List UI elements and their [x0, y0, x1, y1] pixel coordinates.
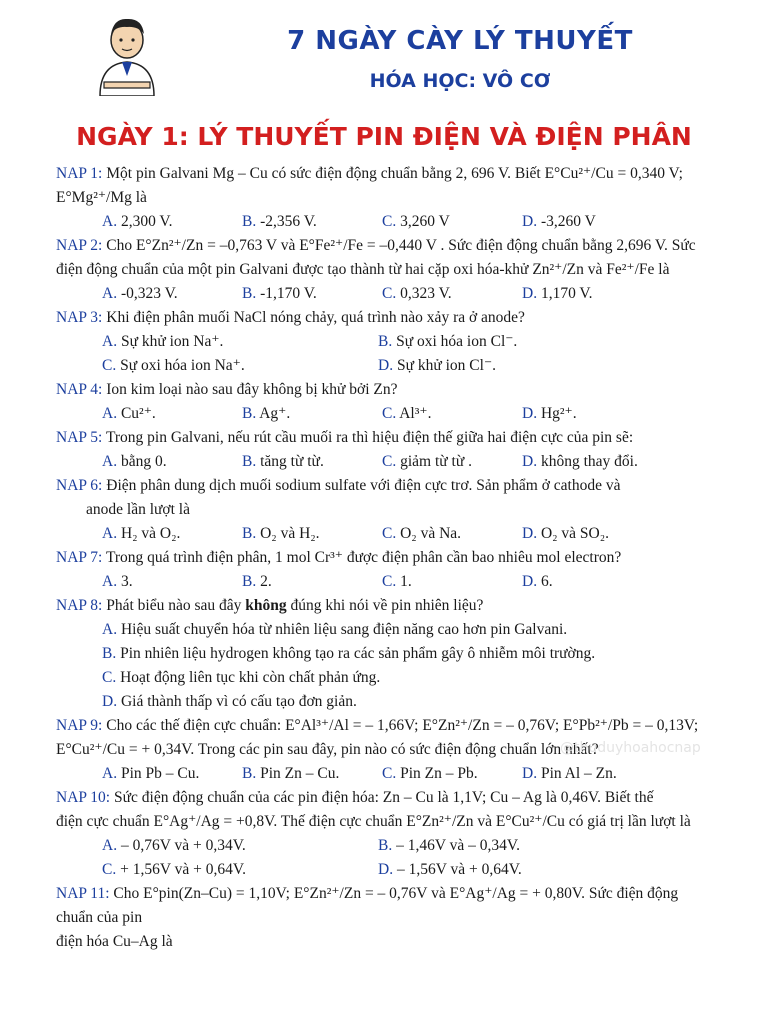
question-continuation: điện hóa Cu–Ag là: [56, 933, 173, 950]
answer-option[interactable]: [242, 402, 382, 426]
question-item: [56, 426, 716, 474]
answer-options: [56, 282, 716, 306]
question-text: [56, 162, 716, 186]
answer-option[interactable]: [382, 570, 522, 594]
question-stem: Cho các thế điện cực chuẩn: E°Al³⁺/Al = – 1,66V; E°Zn²⁺/Zn = – 0,76V; E°Pb²⁺/Pb = – 0,13V;: [106, 717, 699, 734]
answer-key: D.: [102, 693, 121, 710]
page-header: [0, 0, 768, 110]
answer-option[interactable]: [102, 450, 242, 474]
answer-text: + 1,56V và + 0,64V.: [120, 861, 246, 878]
answer-text: O₂ và SO₂.: [540, 525, 610, 542]
answer-key: B.: [242, 525, 261, 542]
answer-option[interactable]: [102, 522, 242, 546]
answer-key: B.: [242, 453, 261, 470]
answer-key: A.: [102, 621, 121, 638]
answer-option[interactable]: [242, 522, 382, 546]
answer-text: không thay đổi.: [540, 453, 638, 470]
question-stem: Trong quá trình điện phân, 1 mol Cr³⁺ được điện phân cần bao nhiêu mol electron?: [105, 549, 622, 566]
answer-options: [56, 402, 716, 426]
answer-option[interactable]: [382, 450, 522, 474]
answer-option[interactable]: [522, 282, 662, 306]
answer-option[interactable]: [102, 282, 242, 306]
answer-text: Cu²⁺.: [120, 405, 156, 422]
answer-key: C.: [382, 765, 401, 782]
answer-key: A.: [102, 765, 121, 782]
question-stem: Cho E°pin(Zn–Cu) = 1,10V; E°Zn²⁺/Zn = – 0,76V và E°Ag⁺/Ag = + 0,80V. Sức điện động chuẩn của pin: [56, 885, 679, 926]
answer-option[interactable]: [382, 762, 522, 786]
question-continuation: điện động chuẩn của một pin Galvani được tạo thành từ hai cặp oxi hóa-khử Zn²⁺/Zn và Fe²⁺/Fe là: [56, 261, 670, 278]
question-continuation: điện cực chuẩn E°Ag⁺/Ag = +0,8V. Thế điện cực chuẩn E°Zn²⁺/Zn và E°Cu²⁺/Cu có giá trị lần lượt là: [56, 813, 691, 830]
answer-text: tăng từ từ.: [260, 453, 324, 470]
question-stem: Điện phân dung dịch muối sodium sulfate với điện cực trơ. Sản phẩm ở cathode và: [106, 477, 621, 494]
answer-text: Pin nhiên liệu hydrogen không tạo ra các sản phẩm gây ô nhiễm môi trường.: [120, 645, 596, 662]
answer-key: D.: [522, 765, 541, 782]
answer-options: [56, 570, 716, 594]
question-text: [56, 426, 716, 450]
question-text: [56, 714, 716, 738]
answer-key: A.: [102, 837, 121, 854]
question-stem: Cho E°Zn²⁺/Zn = –0,763 V và E°Fe²⁺/Fe = –0,440 V . Sức điện động chuẩn bằng 2,696 V. Sức: [106, 237, 696, 254]
answer-option[interactable]: [522, 210, 662, 234]
answer-text: -0,323 V.: [120, 285, 178, 302]
question-text: [56, 546, 716, 570]
answer-text: bằng 0.: [120, 453, 167, 470]
answer-option[interactable]: [378, 858, 654, 882]
answer-option[interactable]: [378, 330, 654, 354]
answer-option[interactable]: [242, 282, 382, 306]
answer-text: – 1,46V và – 0,34V.: [396, 837, 520, 854]
question-stem: Ion kim loại nào sau đây không bị khử bởi Zn?: [106, 381, 398, 398]
question-text: [56, 882, 716, 930]
answer-option[interactable]: [102, 570, 242, 594]
question-item: [56, 546, 716, 594]
answer-option[interactable]: [56, 690, 716, 714]
answer-option[interactable]: [56, 618, 716, 642]
answer-text: – 1,56V và + 0,64V.: [396, 861, 522, 878]
question-stem: Sức điện động chuẩn của các pin điện hóa: Zn – Cu là 1,1V; Cu – Ag là 0,46V. Biết thế: [114, 789, 654, 806]
answer-text: Sự oxi hóa ion Na⁺.: [120, 357, 245, 374]
answer-key: D.: [378, 861, 397, 878]
answer-key: D.: [522, 285, 541, 302]
question-item: [56, 882, 716, 954]
answer-key: B.: [242, 213, 261, 230]
answer-text: 6.: [540, 573, 553, 590]
question-list: [56, 162, 716, 954]
answer-key: A.: [102, 285, 121, 302]
answer-options: [56, 858, 716, 882]
answer-option[interactable]: [102, 858, 378, 882]
answer-option[interactable]: [242, 762, 382, 786]
answer-option[interactable]: [522, 450, 662, 474]
answer-option[interactable]: [378, 354, 654, 378]
question-text-part: đúng khi nói về pin nhiên liệu?: [286, 597, 484, 614]
question-label: NAP 9:: [56, 717, 107, 734]
answer-key: B.: [242, 573, 261, 590]
answer-key: A.: [102, 405, 121, 422]
answer-key: A.: [102, 333, 121, 350]
question-text: [56, 378, 716, 402]
answer-key: D.: [522, 525, 541, 542]
question-text: [56, 594, 716, 618]
answer-key: C.: [382, 573, 401, 590]
answer-option[interactable]: [102, 762, 242, 786]
question-label: NAP 1:: [56, 165, 107, 182]
answer-option[interactable]: [242, 450, 382, 474]
question-continuation: anode lần lượt là: [86, 501, 190, 518]
answer-key: C.: [382, 213, 401, 230]
answer-option[interactable]: [522, 402, 662, 426]
answer-key: B.: [378, 837, 397, 854]
answer-key: C.: [382, 405, 400, 422]
question-continuation: E°Mg²⁺/Mg là: [56, 189, 147, 206]
question-text: [56, 234, 716, 258]
question-label: NAP 3:: [56, 309, 107, 326]
answer-text: Giá thành thấp vì có cấu tạo đơn giản.: [120, 693, 357, 710]
answer-key: B.: [102, 645, 121, 662]
question-item: [56, 474, 716, 546]
answer-key: D.: [522, 405, 541, 422]
answer-option[interactable]: [522, 522, 662, 546]
question-text-emphasis: không: [245, 597, 287, 614]
answer-text: 1,170 V.: [540, 285, 593, 302]
answer-key: C.: [382, 453, 401, 470]
answer-option[interactable]: [242, 210, 382, 234]
question-continuation: E°Cu²⁺/Cu = + 0,34V. Trong các pin sau đây, pin nào có sức điện động chuẩn lớn nhất?: [56, 741, 599, 758]
answer-text: O₂ và H₂.: [260, 525, 320, 542]
answer-option[interactable]: [522, 570, 662, 594]
question-label: NAP 2:: [56, 237, 107, 254]
answer-key: C.: [382, 525, 401, 542]
question-text: [56, 474, 716, 498]
question-text: [56, 786, 716, 810]
answer-text: Sự oxi hóa ion Cl⁻.: [396, 333, 518, 350]
answer-key: D.: [378, 357, 397, 374]
question-stem: Khi điện phân muối NaCl nóng chảy, quá trình nào xảy ra ở anode?: [106, 309, 525, 326]
answer-text: Pin Al – Zn.: [540, 765, 617, 782]
teacher-avatar-icon: [86, 12, 168, 96]
answer-key: A.: [102, 525, 121, 542]
answer-options: [56, 450, 716, 474]
question-label: NAP 10:: [56, 789, 114, 806]
question-item: [56, 786, 716, 882]
answer-key: A.: [102, 213, 121, 230]
question-label: NAP 6:: [56, 477, 107, 494]
answer-option[interactable]: [382, 402, 522, 426]
answer-option[interactable]: [242, 570, 382, 594]
answer-key: C.: [102, 357, 121, 374]
question-item: [56, 306, 716, 378]
answer-key: C.: [102, 669, 121, 686]
answer-option[interactable]: [102, 354, 378, 378]
answer-option[interactable]: [378, 834, 654, 858]
answer-key: A.: [102, 573, 121, 590]
question-label: NAP 11:: [56, 885, 114, 902]
answer-key: B.: [242, 765, 261, 782]
answer-option[interactable]: [382, 282, 522, 306]
subject-title: HÓA HỌC: VÔ CƠ: [369, 70, 551, 92]
answer-text: Ag⁺.: [259, 405, 291, 422]
answer-text: Sự khử ion Na⁺.: [120, 333, 224, 350]
series-title: 7 NGÀY CÀY LÝ THUYẾT: [287, 26, 633, 56]
answer-text: -1,170 V.: [260, 285, 317, 302]
question-stem: Một pin Galvani Mg – Cu có sức điện động chuẩn bằng 2, 696 V. Biết E°Cu²⁺/Cu = 0,340 V;: [106, 165, 683, 182]
answer-key: A.: [102, 453, 121, 470]
answer-text: 0,323 V.: [400, 285, 452, 302]
answer-key: D.: [522, 453, 541, 470]
answer-text: Pin Pb – Cu.: [120, 765, 200, 782]
answer-option[interactable]: [382, 210, 522, 234]
answer-option[interactable]: [102, 210, 242, 234]
answer-text: Pin Zn – Cu.: [260, 765, 340, 782]
watermark-text: @thuduyhoahocnap: [560, 740, 701, 756]
answer-key: C.: [102, 861, 121, 878]
answer-text: 2.: [260, 573, 272, 590]
answer-text: Al³⁺.: [399, 405, 432, 422]
answer-key: D.: [522, 213, 541, 230]
answer-key: C.: [382, 285, 401, 302]
answer-options: [56, 354, 716, 378]
answer-text: giảm từ từ .: [400, 453, 473, 470]
question-item: [56, 234, 716, 306]
question-item: [56, 594, 716, 714]
question-text-part: Phát biểu nào sau đây: [106, 597, 246, 614]
question-text: [56, 306, 716, 330]
answer-key: B.: [378, 333, 397, 350]
answer-options: [56, 210, 716, 234]
answer-text: -2,356 V.: [260, 213, 317, 230]
answer-option[interactable]: [56, 666, 716, 690]
day-title: NGÀY 1: LÝ THUYẾT PIN ĐIỆN VÀ ĐIỆN PHÂN: [76, 122, 692, 151]
question-item: [56, 378, 716, 426]
answer-option[interactable]: [56, 642, 716, 666]
question-label: NAP 8:: [56, 597, 107, 614]
answer-option[interactable]: [102, 330, 378, 354]
answer-option[interactable]: [522, 762, 662, 786]
answer-options: [56, 834, 716, 858]
answer-option[interactable]: [102, 834, 378, 858]
answer-text: Hoạt động liên tục khi còn chất phản ứng.: [120, 669, 381, 686]
answer-text: Hg²⁺.: [540, 405, 577, 422]
question-label: NAP 7:: [56, 549, 106, 566]
answer-options: [56, 330, 716, 354]
answer-text: Pin Zn – Pb.: [400, 765, 478, 782]
answer-options: [56, 522, 716, 546]
answer-key: B.: [242, 285, 261, 302]
answer-option[interactable]: [102, 402, 242, 426]
question-label: NAP 5:: [56, 429, 106, 446]
answer-text: 3.: [120, 573, 133, 590]
answer-text: H₂ và O₂.: [120, 525, 181, 542]
answer-option[interactable]: [382, 522, 522, 546]
answer-text: 3,260 V: [400, 213, 450, 230]
answer-key: B.: [242, 405, 260, 422]
question-item: [56, 162, 716, 234]
answer-text: Sự khử ion Cl⁻.: [396, 357, 497, 374]
question-stem: Trong pin Galvani, nếu rút cầu muối ra thì hiệu điện thế giữa hai điện cực của pin sẽ:: [105, 429, 634, 446]
answer-text: O₂ và Na.: [400, 525, 462, 542]
answer-text: – 0,76V và + 0,34V.: [120, 837, 246, 854]
answer-options: [56, 762, 716, 786]
answer-text: 2,300 V.: [120, 213, 173, 230]
question-label: NAP 4:: [56, 381, 107, 398]
answer-text: 1.: [400, 573, 412, 590]
answer-key: D.: [522, 573, 541, 590]
answer-text: Hiệu suất chuyển hóa từ nhiên liệu sang điện năng cao hơn pin Galvani.: [120, 621, 568, 638]
answer-text: -3,260 V: [540, 213, 596, 230]
